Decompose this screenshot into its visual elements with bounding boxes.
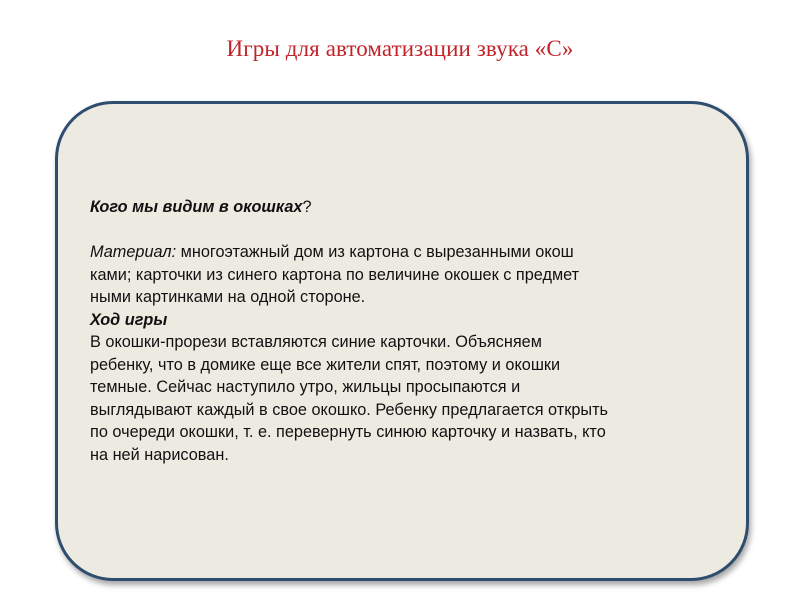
material-text-1: многоэтажный дом из картона с вырезанными окош (176, 243, 574, 261)
game-question-mark: ? (302, 198, 312, 216)
blank-line (90, 219, 730, 242)
body-line-2: ребенку, что в домике еще все жители спят, поэтому и окошки (90, 355, 561, 374)
body-line-3: темные. Сейчас наступило утро, жильцы просыпаются и (90, 378, 521, 396)
body-line-1: В окошки-прорези вставляются синие карточки. Объясняем (90, 333, 542, 351)
body-line-6: на ней нарисован. (90, 445, 229, 464)
material-label: Материал: (90, 243, 177, 261)
material-line-2: ками; карточки из синего картона по величине окошек с предмет (90, 265, 580, 284)
body-line-5: по очереди окошки, т. е. перевернуть синюю карточку и назвать, кто (90, 423, 606, 441)
material-line-3: ными картинками на одной стороне. (90, 288, 366, 306)
material-line-1 (90, 241, 730, 264)
game-description (90, 196, 730, 466)
slide-title: Игры для автоматизации звука «С» (226, 36, 574, 61)
game-procedure-heading: Ход игры (90, 310, 168, 329)
game-question (90, 196, 730, 219)
game-question-text: Кого мы видим в окошках (90, 198, 303, 216)
body-line-4: выглядывают каждый в свое окошко. Ребенку предлагается открыть (90, 400, 609, 419)
